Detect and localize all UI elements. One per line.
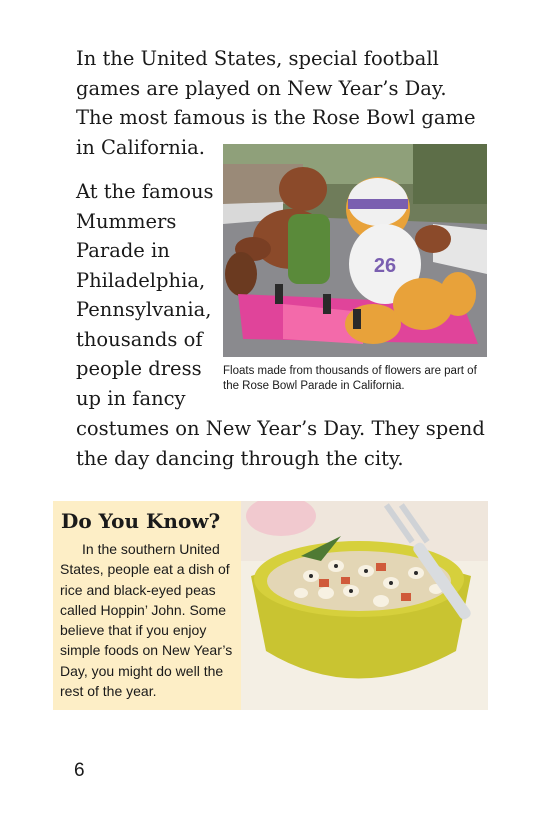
page-number: 6 <box>74 760 85 781</box>
photo-caption: Floats made from thousands of flowers are part of the Rose Bowl Parade in California. <box>223 365 477 392</box>
did-you-know-text: In the southern United States, people eat a dish of rice and black-eyed peas called Hoppin’ John. Some believe that if you enjoy simple foods on New Year’s Day, you might do well the rest of the year. <box>60 541 233 700</box>
rose-bowl-float-photo <box>223 144 487 357</box>
did-you-know-box <box>53 501 241 710</box>
did-you-know-title: Do You Know? <box>61 509 221 533</box>
hoppin-john-photo <box>241 501 488 710</box>
paragraph-mummers-bottom: costumes on New Year’s Day. They spend the day dancing through the city. <box>76 417 485 470</box>
paragraph-mummers-top: At the famous Mummers Parade in Philadelphia, Pennsylvania, thousands of people dress up in fancy <box>76 180 214 410</box>
jersey-number: 26 <box>373 255 397 277</box>
paragraph-rose-bowl: In the United States, special football games are played on New Year’s Day. The most famous is the Rose Bowl game in California. <box>76 47 476 159</box>
